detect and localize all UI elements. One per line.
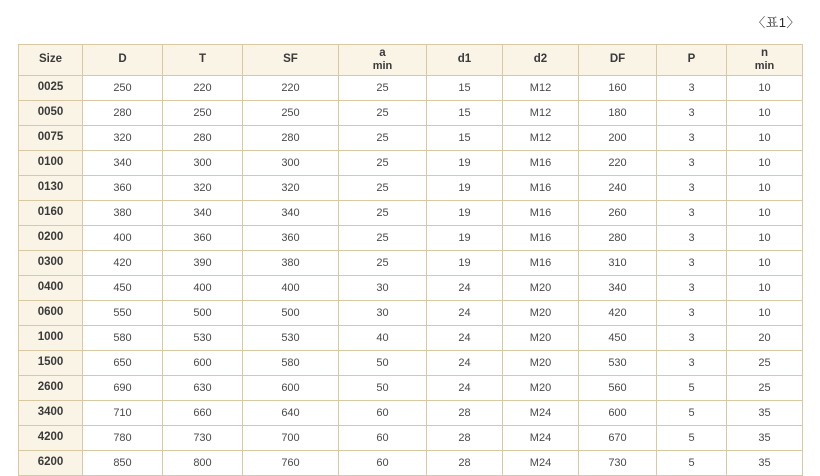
table-row bbox=[19, 126, 803, 151]
column-header-sf-label: SF bbox=[283, 53, 298, 66]
table-cell: 400 bbox=[83, 226, 163, 251]
table-cell: 300 bbox=[163, 151, 243, 176]
table-cell: 25 bbox=[339, 251, 427, 276]
table-cell-size: 0075 bbox=[19, 126, 83, 151]
table-row bbox=[19, 301, 803, 326]
table-cell: M20 bbox=[503, 376, 579, 401]
table-cell: 35 bbox=[727, 426, 803, 451]
table-cell: 15 bbox=[427, 101, 503, 126]
table-cell: 850 bbox=[83, 451, 163, 476]
table-cell: 260 bbox=[579, 201, 657, 226]
table-cell: 5 bbox=[657, 451, 727, 476]
table-cell: 690 bbox=[83, 376, 163, 401]
table-cell: 3 bbox=[657, 301, 727, 326]
table-cell: 10 bbox=[727, 226, 803, 251]
table-cell: 19 bbox=[427, 226, 503, 251]
table-cell: 160 bbox=[579, 76, 657, 101]
table-cell: 5 bbox=[657, 376, 727, 401]
table-cell: 450 bbox=[83, 276, 163, 301]
table-cell: 360 bbox=[243, 226, 339, 251]
table-cell: 280 bbox=[243, 126, 339, 151]
table-cell: 380 bbox=[243, 251, 339, 276]
table-cell: 200 bbox=[579, 126, 657, 151]
column-header-n bbox=[727, 45, 803, 76]
table-cell: 220 bbox=[579, 151, 657, 176]
figure-caption: 〈표1〉 bbox=[752, 15, 800, 30]
table-cell: 320 bbox=[243, 176, 339, 201]
table-cell: 15 bbox=[427, 76, 503, 101]
table-cell-size: 0100 bbox=[19, 151, 83, 176]
table-row bbox=[19, 326, 803, 351]
table-cell: 340 bbox=[163, 201, 243, 226]
column-header-p-label: P bbox=[687, 53, 696, 66]
column-header-d-label: D bbox=[118, 53, 127, 66]
column-header-size bbox=[19, 45, 83, 76]
table-row bbox=[19, 226, 803, 251]
table-cell: 710 bbox=[83, 401, 163, 426]
column-header-d2-label: d2 bbox=[533, 53, 548, 66]
table-body bbox=[19, 76, 803, 476]
column-header-p bbox=[657, 45, 727, 76]
table-row bbox=[19, 76, 803, 101]
table-cell-size: 0200 bbox=[19, 226, 83, 251]
table-cell: M16 bbox=[503, 176, 579, 201]
table-row bbox=[19, 201, 803, 226]
table-cell: 640 bbox=[243, 401, 339, 426]
table-cell: 15 bbox=[427, 126, 503, 151]
table-cell: 390 bbox=[163, 251, 243, 276]
table-cell: 3 bbox=[657, 76, 727, 101]
table-cell: 340 bbox=[83, 151, 163, 176]
table-cell: 10 bbox=[727, 276, 803, 301]
table-row bbox=[19, 101, 803, 126]
table-cell: 28 bbox=[427, 426, 503, 451]
table-cell: 670 bbox=[579, 426, 657, 451]
table-cell: 760 bbox=[243, 451, 339, 476]
table-row bbox=[19, 151, 803, 176]
table-cell: 450 bbox=[579, 326, 657, 351]
column-header-sf bbox=[243, 45, 339, 76]
table-cell: 10 bbox=[727, 76, 803, 101]
table-cell: 250 bbox=[83, 76, 163, 101]
table-cell: 730 bbox=[579, 451, 657, 476]
table-cell: 280 bbox=[579, 226, 657, 251]
table-cell: 530 bbox=[243, 326, 339, 351]
column-header-df-label: DF bbox=[609, 53, 626, 66]
table-cell: 60 bbox=[339, 401, 427, 426]
table-cell: 5 bbox=[657, 401, 727, 426]
table-cell: 380 bbox=[83, 201, 163, 226]
table-cell: M16 bbox=[503, 151, 579, 176]
table-cell: 60 bbox=[339, 426, 427, 451]
table-cell: 24 bbox=[427, 326, 503, 351]
table-cell: 3 bbox=[657, 251, 727, 276]
table-cell: 800 bbox=[163, 451, 243, 476]
table-cell: 600 bbox=[163, 351, 243, 376]
table-row bbox=[19, 376, 803, 401]
table-cell: 730 bbox=[163, 426, 243, 451]
table-cell: 25 bbox=[339, 226, 427, 251]
column-header-a bbox=[339, 45, 427, 76]
table-cell: 24 bbox=[427, 376, 503, 401]
table-cell: 3 bbox=[657, 176, 727, 201]
table-cell: 180 bbox=[579, 101, 657, 126]
table-cell: 10 bbox=[727, 201, 803, 226]
table-cell: M16 bbox=[503, 201, 579, 226]
table-cell-size: 0600 bbox=[19, 301, 83, 326]
table-cell: 3 bbox=[657, 326, 727, 351]
table-cell: 600 bbox=[579, 401, 657, 426]
table-cell-size: 6200 bbox=[19, 451, 83, 476]
table-cell-size: 0130 bbox=[19, 176, 83, 201]
table-row bbox=[19, 251, 803, 276]
table-cell-size: 1500 bbox=[19, 351, 83, 376]
table-cell: 19 bbox=[427, 201, 503, 226]
table-cell: 400 bbox=[163, 276, 243, 301]
table-cell: 24 bbox=[427, 276, 503, 301]
table-cell: 25 bbox=[339, 76, 427, 101]
table-cell: 50 bbox=[339, 351, 427, 376]
table-cell: 40 bbox=[339, 326, 427, 351]
table-cell: 280 bbox=[163, 126, 243, 151]
table-cell: 25 bbox=[339, 126, 427, 151]
spec-table-container bbox=[18, 44, 802, 476]
table-cell: 550 bbox=[83, 301, 163, 326]
column-header-df bbox=[579, 45, 657, 76]
table-cell: 19 bbox=[427, 176, 503, 201]
table-cell: 10 bbox=[727, 301, 803, 326]
table-cell: 3 bbox=[657, 226, 727, 251]
table-cell: 25 bbox=[727, 376, 803, 401]
column-header-t-label: T bbox=[198, 53, 207, 66]
table-cell: 3 bbox=[657, 151, 727, 176]
table-cell: 320 bbox=[83, 126, 163, 151]
table-cell: 600 bbox=[243, 376, 339, 401]
table-row bbox=[19, 401, 803, 426]
table-cell: 400 bbox=[243, 276, 339, 301]
table-cell: 240 bbox=[579, 176, 657, 201]
column-header-d1-label: d1 bbox=[457, 53, 472, 66]
table-cell: 3 bbox=[657, 201, 727, 226]
spec-table bbox=[18, 44, 803, 476]
table-cell: 420 bbox=[579, 301, 657, 326]
table-cell: 24 bbox=[427, 301, 503, 326]
table-row bbox=[19, 176, 803, 201]
column-header-n-sub: min bbox=[754, 60, 775, 73]
table-cell: 250 bbox=[163, 101, 243, 126]
table-cell: 500 bbox=[243, 301, 339, 326]
table-cell-size: 4200 bbox=[19, 426, 83, 451]
table-row bbox=[19, 426, 803, 451]
table-cell: 24 bbox=[427, 351, 503, 376]
column-header-d1 bbox=[427, 45, 503, 76]
table-cell-size: 3400 bbox=[19, 401, 83, 426]
column-header-n-label: n bbox=[760, 47, 769, 60]
table-cell: 650 bbox=[83, 351, 163, 376]
table-cell: M20 bbox=[503, 326, 579, 351]
table-cell: 560 bbox=[579, 376, 657, 401]
table-cell: 530 bbox=[579, 351, 657, 376]
table-cell: 30 bbox=[339, 276, 427, 301]
table-cell-size: 0025 bbox=[19, 76, 83, 101]
table-cell: 10 bbox=[727, 251, 803, 276]
table-cell: 500 bbox=[163, 301, 243, 326]
table-cell: 10 bbox=[727, 151, 803, 176]
table-cell: 300 bbox=[243, 151, 339, 176]
column-header-d bbox=[83, 45, 163, 76]
table-cell: M24 bbox=[503, 451, 579, 476]
table-cell: 28 bbox=[427, 401, 503, 426]
column-header-size-label: Size bbox=[38, 53, 62, 66]
table-cell: 60 bbox=[339, 451, 427, 476]
table-cell: M20 bbox=[503, 351, 579, 376]
table-cell: 660 bbox=[163, 401, 243, 426]
table-cell: 530 bbox=[163, 326, 243, 351]
table-cell: 50 bbox=[339, 376, 427, 401]
column-header-a-sub: min bbox=[372, 60, 393, 73]
table-cell: 310 bbox=[579, 251, 657, 276]
table-cell: 28 bbox=[427, 451, 503, 476]
table-cell: 10 bbox=[727, 126, 803, 151]
table-cell: 35 bbox=[727, 401, 803, 426]
column-header-a-label: a bbox=[379, 47, 386, 60]
table-cell: 25 bbox=[339, 151, 427, 176]
table-row bbox=[19, 276, 803, 301]
table-cell: 580 bbox=[83, 326, 163, 351]
table-cell: 3 bbox=[657, 351, 727, 376]
table-cell: 280 bbox=[83, 101, 163, 126]
table-cell: 250 bbox=[243, 101, 339, 126]
table-cell: M20 bbox=[503, 301, 579, 326]
table-cell: 780 bbox=[83, 426, 163, 451]
table-cell-size: 0300 bbox=[19, 251, 83, 276]
table-cell-size: 1000 bbox=[19, 326, 83, 351]
table-cell-size: 0400 bbox=[19, 276, 83, 301]
table-cell: 35 bbox=[727, 451, 803, 476]
table-cell: M12 bbox=[503, 76, 579, 101]
table-cell: 30 bbox=[339, 301, 427, 326]
table-cell-size: 0050 bbox=[19, 101, 83, 126]
table-cell: M24 bbox=[503, 426, 579, 451]
table-cell: M20 bbox=[503, 276, 579, 301]
table-cell: 360 bbox=[83, 176, 163, 201]
table-cell: 25 bbox=[339, 201, 427, 226]
table-cell: 340 bbox=[243, 201, 339, 226]
table-cell: 25 bbox=[339, 101, 427, 126]
table-cell: 25 bbox=[727, 351, 803, 376]
table-cell: 360 bbox=[163, 226, 243, 251]
table-cell: M12 bbox=[503, 126, 579, 151]
table-cell: 3 bbox=[657, 126, 727, 151]
table-cell: 220 bbox=[243, 76, 339, 101]
table-cell: 220 bbox=[163, 76, 243, 101]
table-cell: 580 bbox=[243, 351, 339, 376]
table-cell: 10 bbox=[727, 101, 803, 126]
table-cell: M24 bbox=[503, 401, 579, 426]
column-header-d2 bbox=[503, 45, 579, 76]
table-row bbox=[19, 451, 803, 476]
table-cell: 19 bbox=[427, 251, 503, 276]
table-cell: M16 bbox=[503, 251, 579, 276]
table-cell: 25 bbox=[339, 176, 427, 201]
table-row bbox=[19, 351, 803, 376]
table-cell: 20 bbox=[727, 326, 803, 351]
table-cell: 3 bbox=[657, 101, 727, 126]
table-cell: 5 bbox=[657, 426, 727, 451]
table-cell: 700 bbox=[243, 426, 339, 451]
table-cell: 19 bbox=[427, 151, 503, 176]
table-cell-size: 0160 bbox=[19, 201, 83, 226]
column-header-t bbox=[163, 45, 243, 76]
table-cell: 340 bbox=[579, 276, 657, 301]
table-cell: 630 bbox=[163, 376, 243, 401]
table-cell: M16 bbox=[503, 226, 579, 251]
table-cell: 3 bbox=[657, 276, 727, 301]
table-cell: 320 bbox=[163, 176, 243, 201]
table-header-row bbox=[19, 45, 803, 76]
table-cell: 10 bbox=[727, 176, 803, 201]
table-cell: 420 bbox=[83, 251, 163, 276]
table-cell-size: 2600 bbox=[19, 376, 83, 401]
table-cell: M12 bbox=[503, 101, 579, 126]
